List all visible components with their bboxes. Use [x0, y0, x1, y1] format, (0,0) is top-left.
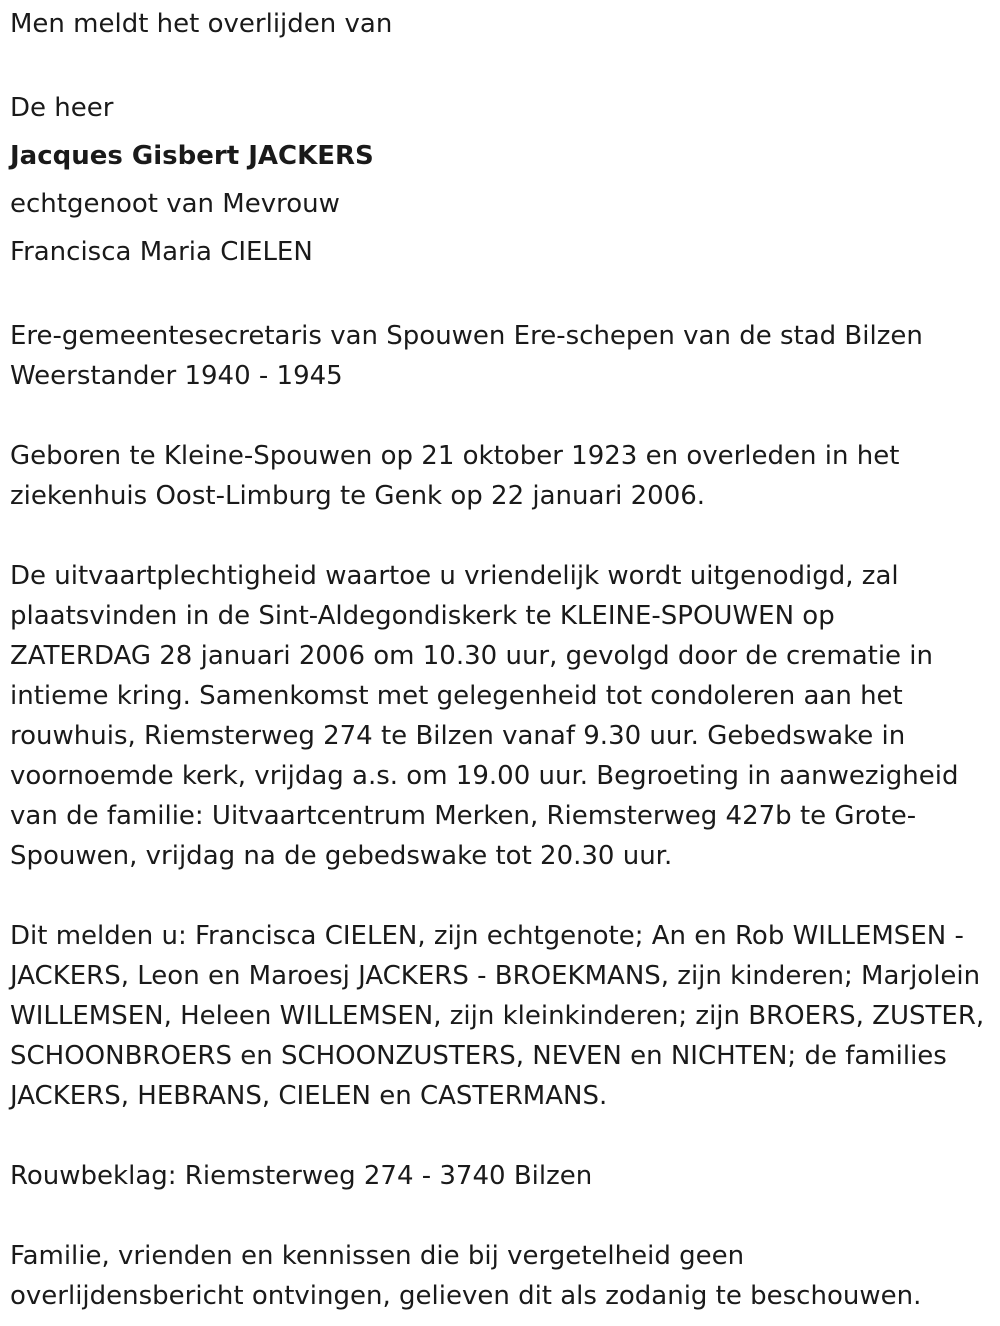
- funeral-line: rouwhuis, Riemsterweg 274 te Bilzen vanaf 9.30 uur. Gebedswake in: [10, 721, 906, 751]
- funeral-line: plaatsvinden in de Sint-Aldegondiskerk te KLEINE-SPOUWEN op: [10, 601, 835, 631]
- functions-line: Ere-gemeentesecretaris van Spouwen Ere-schepen van de stad Bilzen: [10, 321, 923, 351]
- intro-text: Men meldt het overlijden van: [10, 9, 393, 39]
- deceased-name: Jacques Gisbert JACKERS: [10, 141, 374, 171]
- spouse-line-2: Francisca Maria CIELEN: [10, 237, 313, 267]
- family-paragraph: [10, 916, 995, 1116]
- obituary-notice: [10, 4, 995, 1316]
- birth-death-line: ziekenhuis Oost-Limburg te Genk op 22 januari 2006.: [10, 481, 706, 511]
- title-prefix: De heer: [10, 93, 114, 123]
- birth-death-paragraph: [10, 436, 995, 516]
- funeral-line: voornoemde kerk, vrijdag a.s. om 19.00 uur. Begroeting in aanwezigheid: [10, 761, 959, 791]
- family-line: JACKERS, HEBRANS, CIELEN en CASTERMANS.: [10, 1081, 608, 1111]
- funeral-line: intieme kring. Samenkomst met gelegenheid tot condoleren aan het: [10, 681, 903, 711]
- funeral-paragraph: [10, 556, 995, 876]
- funeral-line: ZATERDAG 28 januari 2006 om 10.30 uur, gevolgd door de crematie in: [10, 641, 934, 671]
- functions-paragraph: [10, 316, 995, 396]
- closing-paragraph: [10, 1236, 995, 1316]
- family-line: SCHOONBROERS en SCHOONZUSTERS, NEVEN en NICHTEN; de families: [10, 1041, 947, 1071]
- funeral-line: De uitvaartplechtigheid waartoe u vriendelijk wordt uitgenodigd, zal: [10, 561, 899, 591]
- closing-line: overlijdensbericht ontvingen, gelieven dit als zodanig te beschouwen.: [10, 1281, 922, 1311]
- funeral-line: van de familie: Uitvaartcentrum Merken, Riemsterweg 427b te Grote-: [10, 801, 917, 831]
- birth-death-line: Geboren te Kleine-Spouwen op 21 oktober 1923 en overleden in het: [10, 441, 900, 471]
- family-line: Dit melden u: Francisca CIELEN, zijn echtgenote; An en Rob WILLEMSEN -: [10, 921, 964, 951]
- family-line: JACKERS, Leon en Maroesj JACKERS - BROEKMANS, zijn kinderen; Marjolein: [10, 961, 981, 991]
- funeral-line: Spouwen, vrijdag na de gebedswake tot 20.30 uur.: [10, 841, 673, 871]
- condolence-address: Rouwbeklag: Riemsterweg 274 - 3740 Bilzen: [10, 1161, 593, 1191]
- spouse-line-1: echtgenoot van Mevrouw: [10, 189, 340, 219]
- family-line: WILLEMSEN, Heleen WILLEMSEN, zijn kleinkinderen; zijn BROERS, ZUSTER,: [10, 1001, 985, 1031]
- functions-line: Weerstander 1940 - 1945: [10, 361, 343, 391]
- closing-line: Familie, vrienden en kennissen die bij vergetelheid geen: [10, 1241, 745, 1271]
